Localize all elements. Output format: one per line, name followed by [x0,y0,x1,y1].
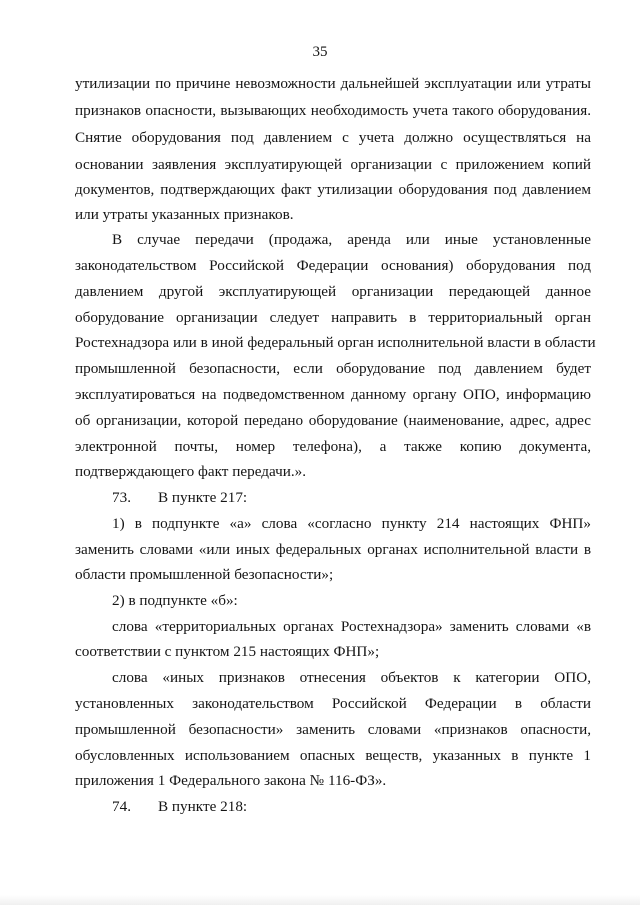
text-line: 1) в подпункте «а» слова «согласно пункту 214 настоящих ФНП» [112,515,591,532]
text-line: В случае передачи (продажа, аренда или иные установленные [112,231,591,248]
text-line: документов, подтверждающих факт утилизации оборудования под давлением [75,181,591,198]
text-line: утилизации по причине невозможности дальнейшей эксплуатации или утраты [75,75,591,92]
text-line: или утраты указанных признаков. [75,206,294,223]
text-line: Снятие оборудования под давлением с учета должно осуществляться на [75,129,591,146]
text-line: подтверждающего факт передачи.». [75,463,307,480]
item-heading-74: В пункте 218: [158,798,248,815]
text-line: заменить словами «или иных федеральных органах исполнительной власти в [75,541,591,558]
text-line: законодательством Российской Федерации основания) оборудования под [75,257,591,274]
scan-edge-shadow [0,895,640,905]
text-line: промышленной безопасности, если оборудование под давлением будет [75,360,591,377]
text-line: признаков опасности, вызывающих необходимость учета такого оборудования. [75,102,591,119]
item-heading-73: В пункте 217: [158,489,248,506]
text-line: промышленной безопасности» заменить словами «признаков опасности, [75,721,591,738]
text-line: эксплуатироваться на подведомственном данному органу ОПО, информацию [75,386,591,403]
text-line: 2) в подпункте «б»: [112,592,238,609]
text-line: электронной почты, номер телефона), а также копию документа, [75,438,591,455]
text-line: слова «иных признаков отнесения объектов к категории ОПО, [112,669,591,686]
text-line: об организации, которой передано оборудование (наименование, адрес, адрес [75,412,591,429]
text-line: Ростехнадзора или в иной федеральный орган исполнительной власти в области [75,334,596,351]
text-line: установленных законодательством Российской Федерации в области [75,695,591,712]
text-line: оборудование организации следует направить в территориальный орган [75,309,591,326]
text-line: приложения 1 Федерального закона № 116-ФЗ». [75,772,387,789]
item-number-73: 73. [112,489,131,506]
text-line: соответствии с пунктом 215 настоящих ФНП»; [75,643,380,660]
text-line: обусловленных использованием опасных веществ, указанных в пункте 1 [75,747,591,764]
text-line: основании заявления эксплуатирующей организации с приложением копий [75,156,591,173]
text-line: слова «территориальных органах Ростехнадзора» заменить словами «в [112,618,591,635]
text-line: давлением другой эксплуатирующей организации передающей данное [75,283,591,300]
text-line: области промышленной безопасности»; [75,566,334,583]
item-number-74: 74. [112,798,131,815]
page-number: 35 [312,44,328,60]
